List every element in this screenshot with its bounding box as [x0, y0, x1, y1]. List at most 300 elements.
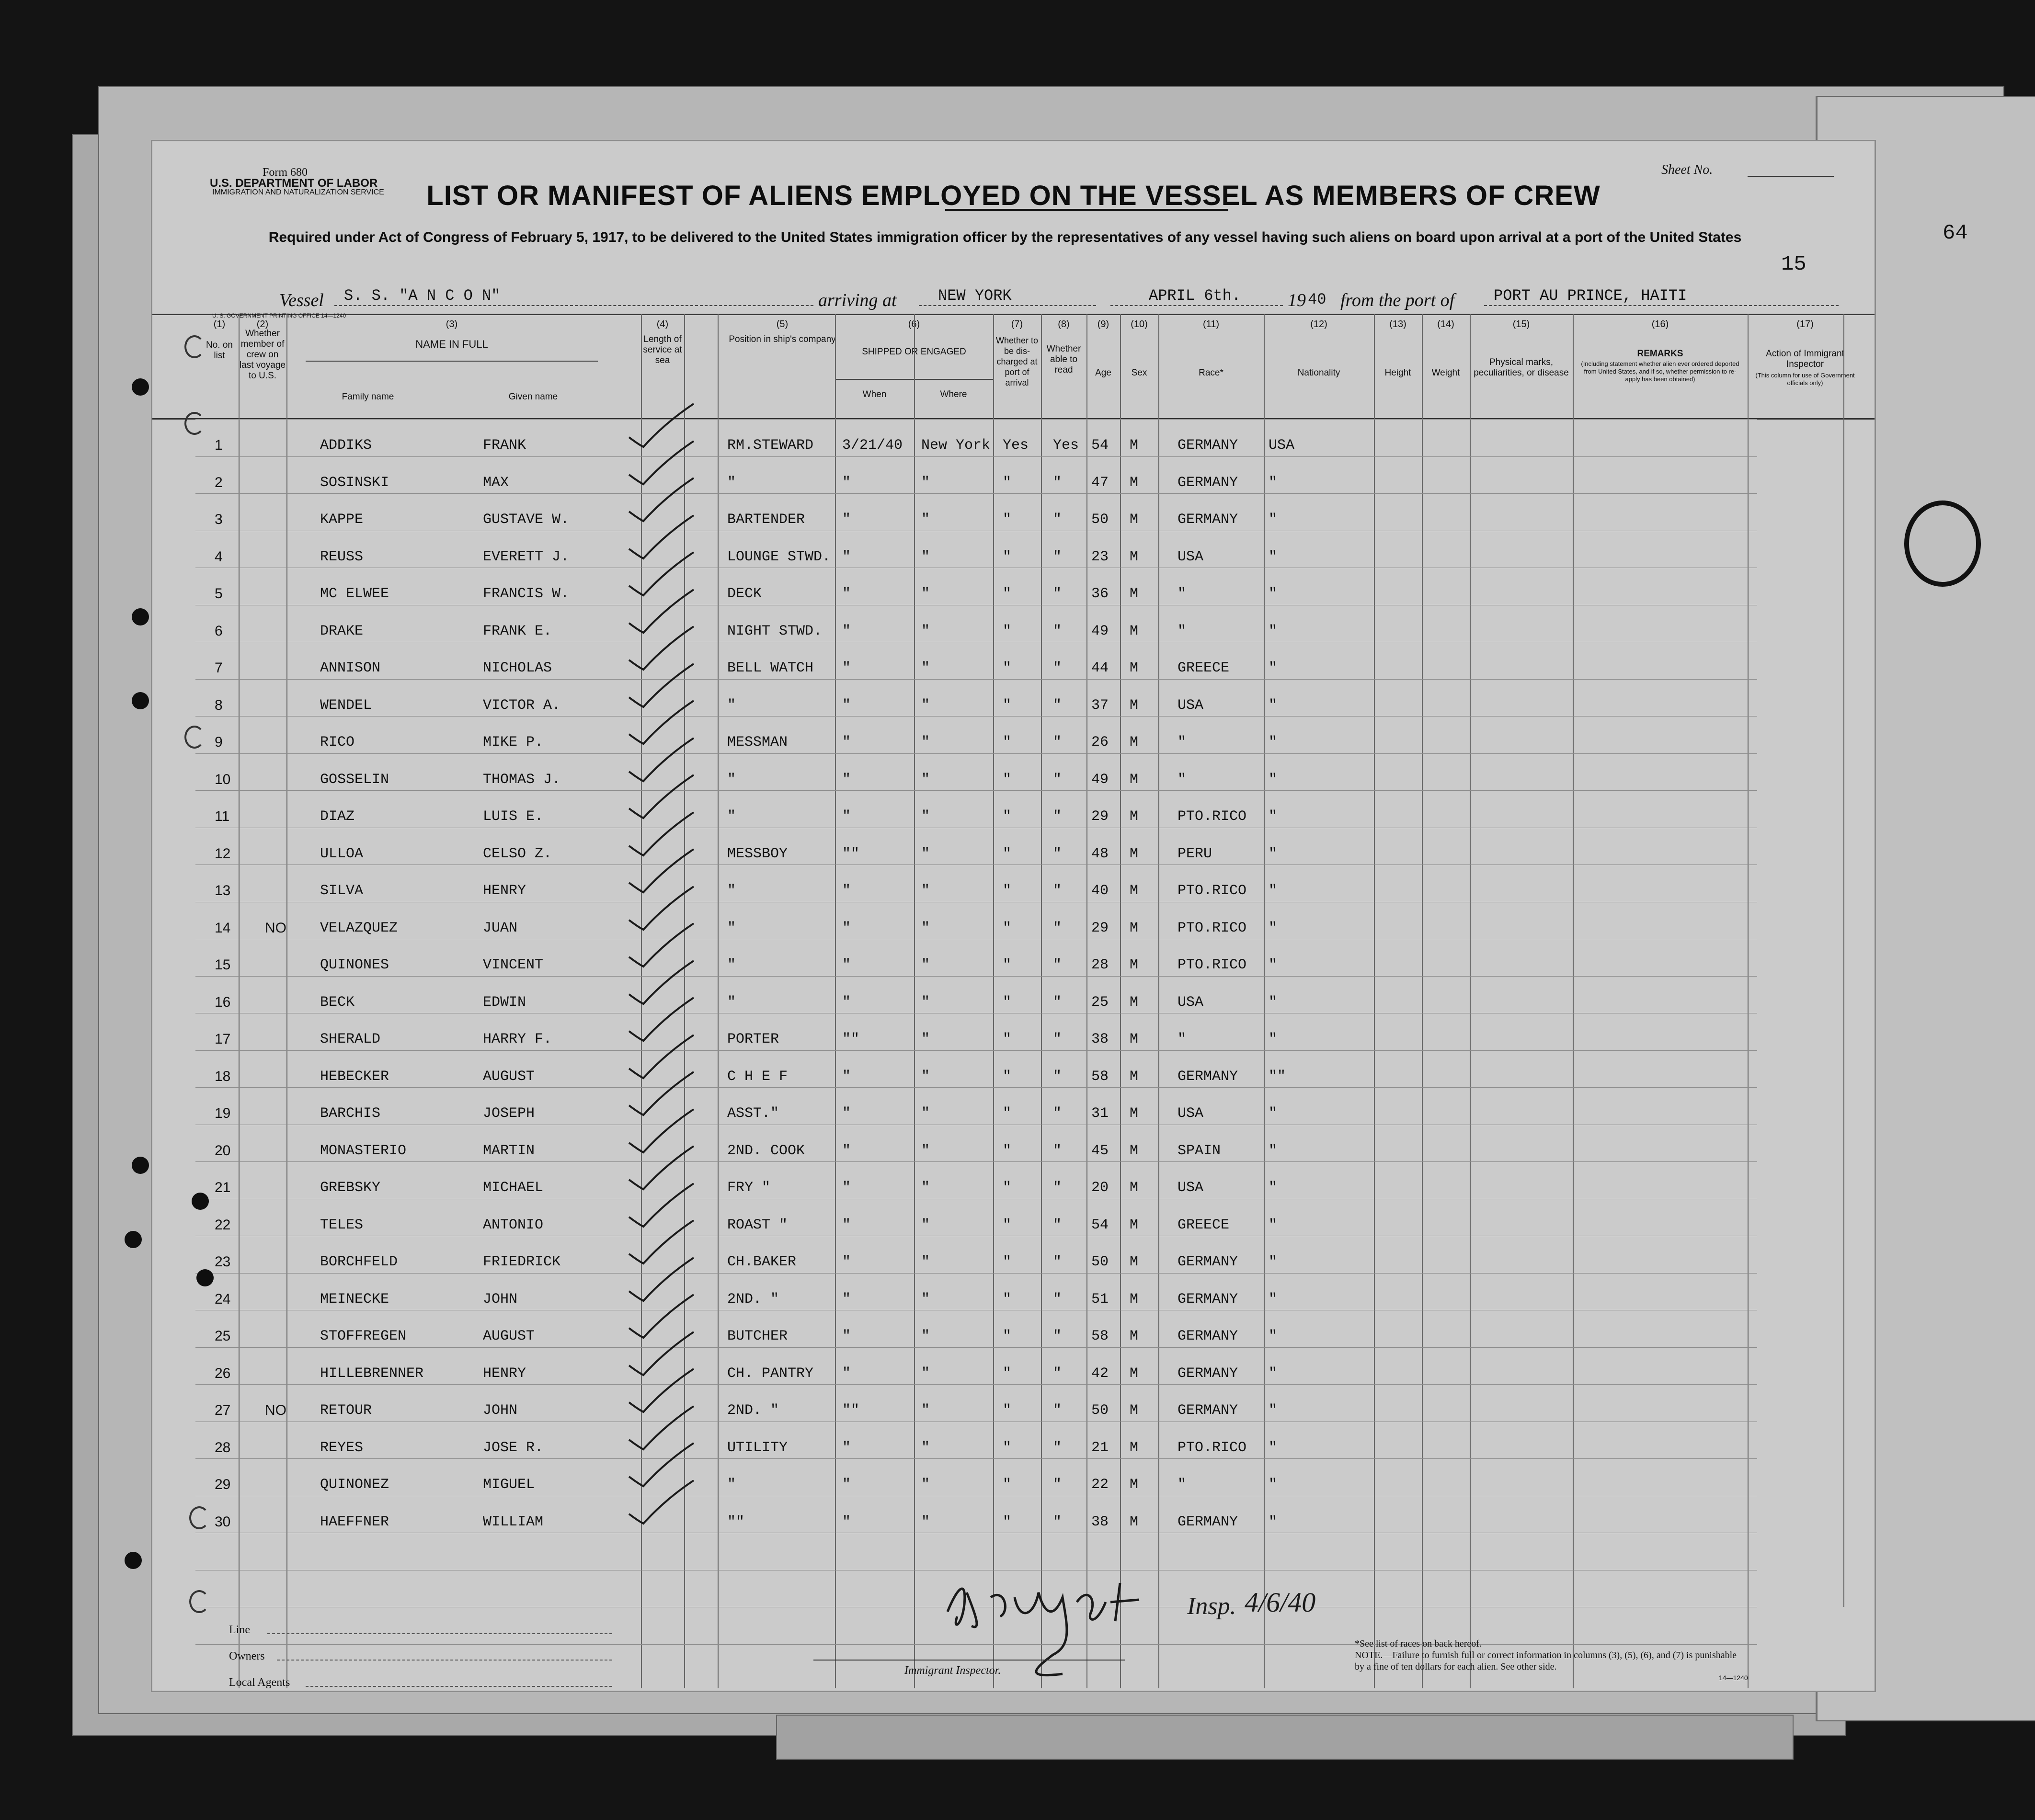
col-head-weight: Weight: [1431, 368, 1460, 378]
shipped-when: ": [842, 586, 851, 602]
shipped-when: "": [842, 1031, 860, 1047]
family-name: BARCHIS: [320, 1105, 381, 1122]
department-name: U.S. DEPARTMENT OF LABOR: [210, 177, 378, 190]
shipped-when: ": [842, 1477, 851, 1493]
race: GERMANY: [1178, 1254, 1238, 1270]
row-number: 5: [215, 586, 223, 602]
shipped-where: ": [921, 1439, 930, 1456]
family-name: SOSINSKI: [320, 474, 389, 491]
nationality: ": [1269, 883, 1278, 899]
row-number: 26: [215, 1365, 231, 1381]
shipped-where: ": [921, 1031, 930, 1047]
position: ": [727, 994, 736, 1011]
page-title: LIST OR MANIFEST OF ALIENS EMPLOYED ON THE VESSEL AS MEMBERS OF CREW: [426, 180, 1601, 211]
family-name: REUSS: [320, 548, 364, 565]
able-to-read: ": [1053, 1068, 1062, 1085]
age: 45: [1091, 1142, 1109, 1159]
col-head-family-name: Family name: [342, 392, 394, 402]
col-head-position: Position in ship's company: [729, 334, 836, 344]
age: 50: [1091, 1254, 1109, 1270]
table-row: [152, 650, 1875, 688]
binder-hole: [132, 378, 149, 396]
position: PORTER: [727, 1031, 779, 1047]
race: PTO.RICO: [1178, 808, 1247, 825]
able-to-read: ": [1053, 1142, 1062, 1159]
col-head-sex: Sex: [1131, 368, 1147, 378]
row-number: 2: [215, 474, 223, 490]
race: GERMANY: [1178, 1291, 1238, 1308]
given-name: FRANCIS W.: [483, 586, 570, 602]
shipped-when: ": [842, 1068, 851, 1085]
position: LOUNGE STWD.: [727, 548, 831, 565]
vessel-name: S. S. "A N C O N": [344, 287, 501, 305]
age: 21: [1091, 1439, 1109, 1456]
col-head-name: NAME IN FULL: [415, 338, 488, 350]
position: ": [727, 771, 736, 788]
position: MESSMAN: [727, 734, 788, 751]
col-head-when: When: [862, 389, 887, 399]
age: 44: [1091, 660, 1109, 676]
given-name: GUSTAVE W.: [483, 512, 570, 528]
nationality: ": [1269, 548, 1278, 565]
sex: M: [1130, 623, 1139, 639]
family-name: REYES: [320, 1439, 364, 1456]
shipped-when: ": [842, 920, 851, 936]
position: "": [727, 1513, 745, 1530]
race: PTO.RICO: [1178, 883, 1247, 899]
family-name: MEINECKE: [320, 1291, 389, 1308]
nationality: ": [1269, 660, 1278, 676]
position: DECK: [727, 586, 762, 602]
given-name: MAX: [483, 474, 509, 491]
binder-hole: [192, 1193, 209, 1210]
col-head-inspector-note: (This column for use of Government officials only): [1755, 372, 1855, 387]
race: GERMANY: [1178, 1068, 1238, 1085]
race: PTO.RICO: [1178, 1439, 1247, 1456]
nationality: ": [1269, 957, 1278, 973]
row-number: 12: [215, 845, 231, 862]
binder-ring: [184, 412, 205, 435]
able-to-read: ": [1053, 512, 1062, 528]
position: FRY ": [727, 1180, 771, 1196]
race: ": [1178, 623, 1187, 639]
col-head-prev-voyage: Whether member of crew on last voyage to U.S.: [239, 329, 286, 381]
shipped-where: ": [921, 697, 930, 714]
family-name: BECK: [320, 994, 355, 1011]
col-num-4: (4): [656, 319, 669, 330]
binder-ring: [189, 1506, 209, 1529]
row-number: 21: [215, 1180, 231, 1195]
discharged: ": [1003, 734, 1012, 751]
family-name: ADDIKS: [320, 437, 372, 454]
race: GERMANY: [1178, 1513, 1238, 1530]
col-head-nationality: Nationality: [1297, 368, 1340, 378]
sex: M: [1130, 474, 1139, 491]
vessel-underline: [334, 305, 813, 306]
service-name: IMMIGRATION AND NATURALIZATION SERVICE: [212, 188, 384, 196]
able-to-read: ": [1053, 883, 1062, 899]
from-port-underline: [1484, 305, 1839, 306]
race: PERU: [1178, 845, 1212, 862]
table-row: [152, 614, 1875, 651]
table-header: [152, 314, 1875, 420]
binder-hole: [125, 1231, 142, 1248]
row-number: 6: [215, 623, 223, 639]
given-name: FRANK E.: [483, 623, 552, 639]
sex: M: [1130, 1180, 1139, 1196]
family-name: VELAZQUEZ: [320, 920, 398, 936]
row-number: 17: [215, 1031, 231, 1047]
age: 48: [1091, 845, 1109, 862]
discharged: ": [1003, 920, 1012, 936]
discharged: ": [1003, 957, 1012, 973]
shipped-where: ": [921, 734, 930, 751]
discharged: ": [1003, 994, 1012, 1011]
check-mark-icon: [622, 1476, 708, 1528]
race: USA: [1178, 697, 1204, 714]
table-row: [152, 1022, 1875, 1059]
position: C H E F: [727, 1068, 788, 1085]
discharged: ": [1003, 1254, 1012, 1270]
binder-hole: [132, 692, 149, 709]
able-to-read: ": [1053, 548, 1062, 565]
discharged: ": [1003, 548, 1012, 565]
shipped-when: ": [842, 1439, 851, 1456]
shipped-where: ": [921, 883, 930, 899]
shipped-where: ": [921, 1328, 930, 1344]
given-name: JOSE R.: [483, 1439, 544, 1456]
nationality: ": [1269, 1180, 1278, 1196]
arriving-port: NEW YORK: [938, 287, 1012, 305]
table-row: [152, 576, 1875, 614]
family-name: DIAZ: [320, 808, 355, 825]
table-row: [152, 1096, 1875, 1133]
arriving-label: arriving at: [818, 290, 897, 310]
row-number: 8: [215, 697, 223, 713]
shipped-when: ": [842, 1365, 851, 1382]
shipped-when: ": [842, 512, 851, 528]
sheet-number-label: Sheet No.: [1661, 162, 1713, 177]
col-head-discharged: Whether to be dis-charged at port of arrival: [995, 336, 1039, 387]
shipped-where: ": [921, 1068, 930, 1085]
col-num-8: (8): [1058, 319, 1070, 330]
shipped-when: ": [842, 734, 851, 751]
age: 29: [1091, 808, 1109, 825]
nationality: USA: [1269, 437, 1295, 454]
position: ": [727, 920, 736, 936]
table-row: [152, 1393, 1875, 1430]
shipped-where: ": [921, 808, 930, 825]
shipped-where: ": [921, 1291, 930, 1308]
able-to-read: Yes: [1053, 437, 1079, 454]
discharged: ": [1003, 883, 1012, 899]
title-underline: [945, 207, 1228, 212]
shipped-where: ": [921, 586, 930, 602]
given-name: FRIEDRICK: [483, 1254, 561, 1270]
back-sheet-bottom: [776, 1715, 1794, 1760]
position: CH. PANTRY: [727, 1365, 814, 1382]
sex: M: [1130, 1254, 1139, 1270]
age: 58: [1091, 1068, 1109, 1085]
nationality: ": [1269, 1365, 1278, 1382]
discharged: ": [1003, 1291, 1012, 1308]
shipped-when: ": [842, 1142, 851, 1159]
col-num-2: (2): [256, 319, 269, 330]
age: 54: [1091, 437, 1109, 454]
discharged: ": [1003, 474, 1012, 491]
local-agents-underline: [306, 1686, 612, 1687]
age: 54: [1091, 1217, 1109, 1233]
nationality: ": [1269, 845, 1278, 862]
given-name: VICTOR A.: [483, 697, 561, 714]
discharged: ": [1003, 1365, 1012, 1382]
sex: M: [1130, 512, 1139, 528]
row-number: 1: [215, 437, 223, 453]
col-head-age: Age: [1095, 368, 1111, 378]
nationality: ": [1269, 1291, 1278, 1308]
line-underline: [267, 1633, 612, 1634]
position: ": [727, 957, 736, 973]
discharged: ": [1003, 1031, 1012, 1047]
shipped-where: ": [921, 1402, 930, 1419]
age: 50: [1091, 512, 1109, 528]
able-to-read: ": [1053, 920, 1062, 936]
age: 42: [1091, 1365, 1109, 1382]
nationality: ": [1269, 994, 1278, 1011]
family-name: SHERALD: [320, 1031, 381, 1047]
discharged: ": [1003, 808, 1012, 825]
race: GERMANY: [1178, 474, 1238, 491]
discharged: ": [1003, 512, 1012, 528]
age: 22: [1091, 1477, 1109, 1493]
discharged: ": [1003, 660, 1012, 676]
able-to-read: ": [1053, 1513, 1062, 1530]
age: 23: [1091, 548, 1109, 565]
given-name: JOHN: [483, 1291, 518, 1308]
table-row: [152, 725, 1875, 762]
table-row: [152, 465, 1875, 502]
shipped-where: ": [921, 1254, 930, 1270]
nationality: ": [1269, 586, 1278, 602]
able-to-read: ": [1053, 771, 1062, 788]
family-name: TELES: [320, 1217, 364, 1233]
sex: M: [1130, 808, 1139, 825]
given-name: MICHAEL: [483, 1180, 544, 1196]
row-number: 13: [215, 883, 231, 899]
table-row: [152, 1059, 1875, 1096]
able-to-read: ": [1053, 623, 1062, 639]
given-name: JUAN: [483, 920, 518, 936]
age: 51: [1091, 1291, 1109, 1308]
position: ": [727, 697, 736, 714]
race: ": [1178, 1477, 1187, 1493]
table-row: [152, 1504, 1875, 1542]
discharged: ": [1003, 1513, 1012, 1530]
nationality: ": [1269, 1254, 1278, 1270]
able-to-read: ": [1053, 1365, 1062, 1382]
able-to-read: ": [1053, 1439, 1062, 1456]
family-name: RICO: [320, 734, 355, 751]
shipped-where: ": [921, 548, 930, 565]
shipped-where: ": [921, 1105, 930, 1122]
sex: M: [1130, 734, 1139, 751]
col-head-inspector-action: Action of Immigrant Inspector: [1766, 349, 1844, 369]
able-to-read: ": [1053, 845, 1062, 862]
family-name: HILLEBRENNER: [320, 1365, 424, 1382]
name-divider: [306, 361, 598, 362]
able-to-read: ": [1053, 994, 1062, 1011]
race: USA: [1178, 1105, 1204, 1122]
race: SPAIN: [1178, 1142, 1221, 1159]
nationality: ": [1269, 920, 1278, 936]
race: USA: [1178, 994, 1204, 1011]
family-name: RETOUR: [320, 1402, 372, 1419]
table-row: [152, 1133, 1875, 1171]
shipped-where: ": [921, 512, 930, 528]
able-to-read: ": [1053, 1291, 1062, 1308]
sex: M: [1130, 957, 1139, 973]
race: GREECE: [1178, 660, 1230, 676]
position: BUTCHER: [727, 1328, 788, 1344]
row-number: 16: [215, 994, 231, 1010]
sex: M: [1130, 1402, 1139, 1419]
shipped-when: ": [842, 808, 851, 825]
date-underline: [1110, 305, 1283, 306]
nationality: ": [1269, 1439, 1278, 1456]
binder-hole: [132, 608, 149, 626]
given-name: AUGUST: [483, 1068, 535, 1085]
footer-notes: [1355, 1638, 1738, 1672]
shipped-where: ": [921, 771, 930, 788]
race: ": [1178, 734, 1187, 751]
shipped-when: ": [842, 1254, 851, 1270]
discharged: ": [1003, 623, 1012, 639]
shipped-when: ": [842, 548, 851, 565]
age: 26: [1091, 734, 1109, 751]
age: 25: [1091, 994, 1109, 1011]
col-head-no: No. on list: [206, 340, 233, 361]
col-head-race: Race*: [1199, 368, 1223, 378]
position: 2ND. COOK: [727, 1142, 805, 1159]
table-row: [152, 688, 1875, 725]
table-row: [152, 428, 1875, 465]
shipped-when: ": [842, 660, 851, 676]
row-number: 20: [215, 1142, 231, 1159]
age: 40: [1091, 883, 1109, 899]
row-number: 4: [215, 548, 223, 565]
shipped-when: "": [842, 1402, 860, 1419]
row-number: 30: [215, 1513, 231, 1530]
discharged: ": [1003, 1068, 1012, 1085]
col-head-remarks: REMARKS: [1637, 349, 1683, 359]
nationality: ": [1269, 1105, 1278, 1122]
col-head-where: Where: [940, 389, 967, 399]
given-name: ANTONIO: [483, 1217, 544, 1233]
family-name: ULLOA: [320, 845, 364, 862]
position: ": [727, 883, 736, 899]
family-name: STOFFREGEN: [320, 1328, 407, 1344]
sex: M: [1130, 1068, 1139, 1085]
nationality: ": [1269, 512, 1278, 528]
table-row: [152, 947, 1875, 985]
position: ": [727, 808, 736, 825]
signature-title: Insp.: [1187, 1592, 1236, 1620]
row-number: 10: [215, 771, 231, 787]
nationality: ": [1269, 734, 1278, 751]
given-name: HENRY: [483, 883, 526, 899]
shipped-when: ": [842, 771, 851, 788]
table-row: [152, 836, 1875, 874]
prev-voyage: NO: [265, 1402, 286, 1418]
given-name: THOMAS J.: [483, 771, 561, 788]
given-name: WILLIAM: [483, 1513, 544, 1530]
able-to-read: ": [1053, 1477, 1062, 1493]
from-port-label: from the port of: [1340, 290, 1455, 310]
row-number: 23: [215, 1254, 231, 1270]
able-to-read: ": [1053, 474, 1062, 491]
given-name: AUGUST: [483, 1328, 535, 1344]
table-row: [152, 1430, 1875, 1467]
able-to-read: ": [1053, 586, 1062, 602]
age: 37: [1091, 697, 1109, 714]
row-number: 24: [215, 1291, 231, 1307]
sex: M: [1130, 994, 1139, 1011]
col-num-11: (11): [1202, 319, 1220, 330]
binder-hole: [125, 1552, 142, 1569]
sex: M: [1130, 437, 1139, 454]
position: BELL WATCH: [727, 660, 814, 676]
able-to-read: ": [1053, 660, 1062, 676]
local-agents-label: Local Agents: [229, 1676, 290, 1689]
race: GERMANY: [1178, 437, 1238, 454]
race: ": [1178, 1031, 1187, 1047]
age: 49: [1091, 623, 1109, 639]
arrival-date: APRIL 6th.: [1149, 287, 1241, 305]
col-head-given-name: Given name: [508, 392, 558, 402]
nationality: ": [1269, 1328, 1278, 1344]
from-port: PORT AU PRINCE, HAITI: [1494, 287, 1687, 305]
shipped-where: ": [921, 1142, 930, 1159]
prev-voyage: NO: [265, 920, 286, 936]
table-row: [152, 762, 1875, 799]
discharged: ": [1003, 845, 1012, 862]
discharged: Yes: [1003, 437, 1029, 454]
given-name: HARRY F.: [483, 1031, 552, 1047]
binder-hole: [132, 1157, 149, 1174]
col-num-9: (9): [1097, 319, 1109, 330]
age: 50: [1091, 1402, 1109, 1419]
table-row: [152, 1467, 1875, 1504]
family-name: GREBSKY: [320, 1180, 381, 1196]
shipped-where: ": [921, 1513, 930, 1530]
discharged: ": [1003, 1217, 1012, 1233]
discharged: ": [1003, 1328, 1012, 1344]
age: 28: [1091, 957, 1109, 973]
shipped-when: ": [842, 623, 851, 639]
family-name: GOSSELIN: [320, 771, 389, 788]
shipped-when: ": [842, 1291, 851, 1308]
col-num-17: (17): [1796, 319, 1814, 330]
col-num-10: (10): [1131, 319, 1148, 330]
circle-mark: [1897, 498, 1993, 594]
shipped-where: ": [921, 1365, 930, 1382]
given-name: MARTIN: [483, 1142, 535, 1159]
able-to-read: ": [1053, 957, 1062, 973]
able-to-read: ": [1053, 1254, 1062, 1270]
sex: M: [1130, 1513, 1139, 1530]
race: ": [1178, 771, 1187, 788]
row-number: 22: [215, 1217, 231, 1233]
